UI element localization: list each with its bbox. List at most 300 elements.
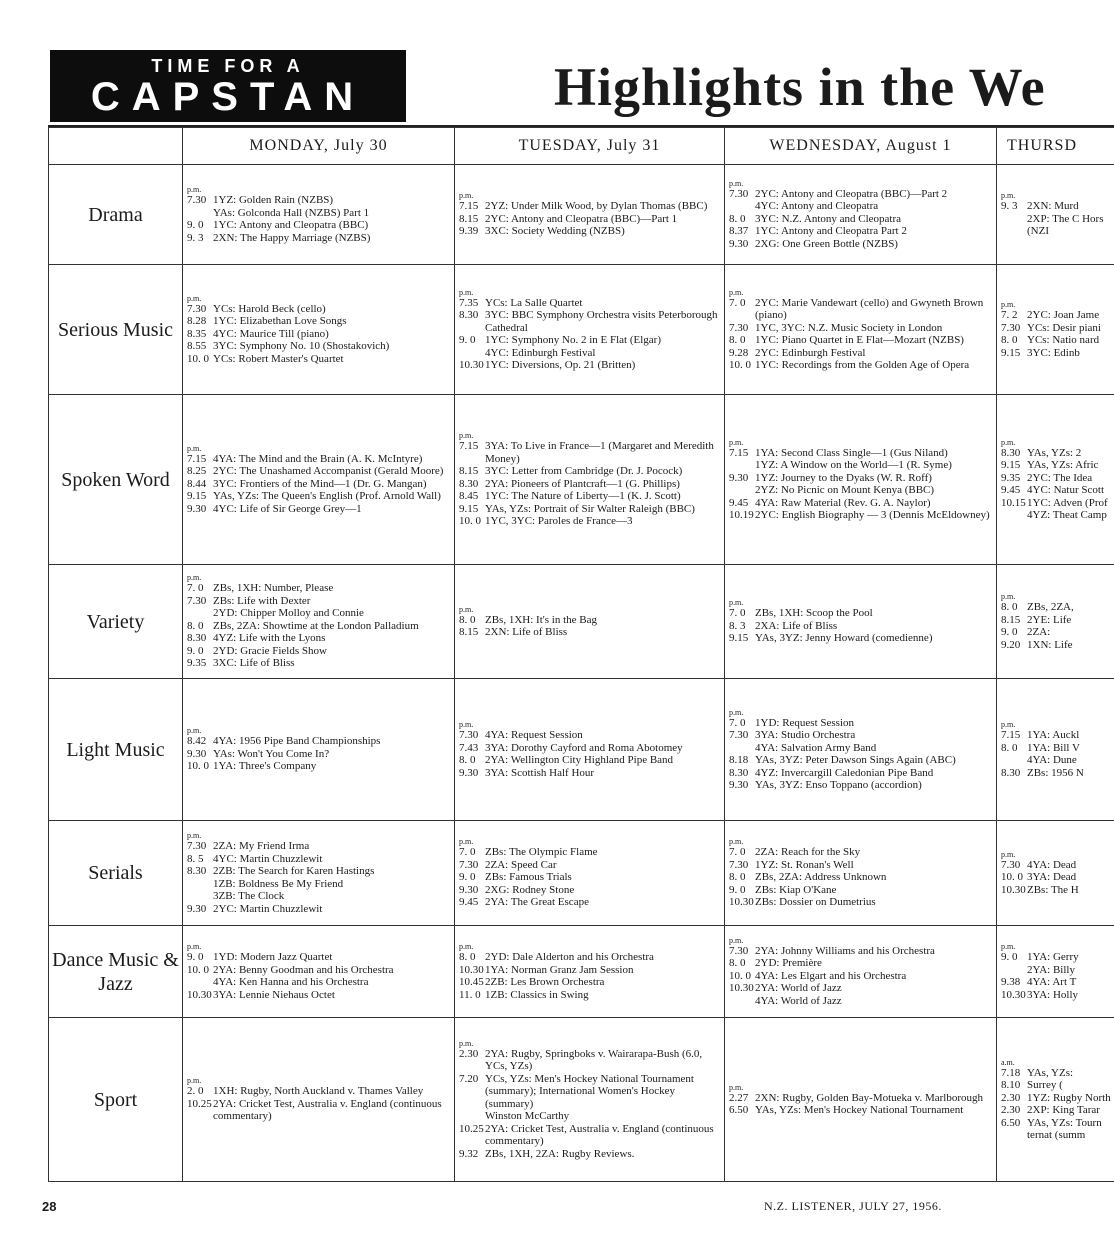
- programme-time: 9. 0: [187, 644, 204, 657]
- programme-title: 3XC: Life of Bliss: [213, 657, 295, 670]
- schedule-cell: [455, 565, 725, 679]
- programme-title: 1YC: Adven (Prof: [1027, 496, 1108, 509]
- programme-entry: [187, 303, 450, 316]
- schedule-row: [49, 265, 1114, 395]
- programme-time: 7. 2: [1001, 309, 1018, 321]
- programme-title: ZBs, 2ZA: Address Unknown: [755, 871, 887, 884]
- programme-entry: [1001, 322, 1112, 335]
- programme-time: 8.15: [459, 465, 479, 478]
- time-period-label: p.m.: [1001, 849, 1016, 859]
- programme-title: Surrey (: [1027, 1079, 1063, 1091]
- programme-title: ZBs: The Olympic Flame: [485, 846, 598, 859]
- programme-time: 7. 0: [729, 607, 746, 620]
- category-label: Spoken Word: [49, 395, 183, 565]
- programme-time: [187, 976, 213, 989]
- programme-entry: [459, 213, 720, 226]
- programme-entry: [729, 359, 992, 372]
- programme-title: ZBs, 1XH, 2ZA: Rugby Reviews.: [485, 1147, 635, 1160]
- programme-title: 4YA: Request Session: [485, 729, 583, 741]
- time-period-label: p.m.: [1001, 720, 1016, 729]
- programme-entry: [187, 478, 450, 491]
- schedule-cell: [997, 165, 1114, 265]
- programme-title: 4YC: Edinburgh Festival: [485, 346, 596, 359]
- programme-time: 9.35: [1001, 471, 1021, 484]
- page-number: 28: [42, 1199, 57, 1214]
- programme-entry: [459, 846, 720, 859]
- programme-time: 7.15: [459, 200, 479, 213]
- programme-title: 4YC: Natur Scott: [1027, 484, 1104, 496]
- programme-time: 8.15: [1001, 613, 1021, 626]
- programme-title: 3YC: Letter from Cambridge (Dr. J. Pocock): [485, 465, 683, 478]
- programme-time: 10.30: [459, 359, 484, 371]
- programme-entry: [187, 595, 450, 608]
- programme-title: 1YD: Request Session: [755, 716, 854, 729]
- category-label: Serials: [49, 821, 183, 926]
- schedule-cell: [455, 926, 725, 1018]
- programme-time: 8.42: [187, 735, 207, 748]
- programme-entry: [729, 238, 992, 251]
- programme-title: 3YA: To Live in France—1 (Margaret and Meredith Money): [485, 440, 714, 465]
- programme-entry: [729, 957, 992, 970]
- schedule-cell: [725, 565, 997, 679]
- programme-entry: [187, 853, 450, 866]
- programme-time: 7. 0: [729, 296, 746, 309]
- programme-time: 7.30: [187, 194, 207, 206]
- schedule-cell: [455, 679, 725, 821]
- programme-time: 10.19: [729, 509, 754, 521]
- programme-entry: [187, 315, 450, 328]
- programme-time: 2.30: [459, 1047, 479, 1060]
- programme-time: 8.37: [729, 225, 749, 238]
- programme-title: 2XN: Life of Bliss: [485, 626, 568, 638]
- time-period-label: p.m.: [187, 443, 202, 453]
- programme-title: 1YZ: Journey to the Dyaks (W. R. Roff): [755, 471, 932, 484]
- programme-entry: [729, 754, 992, 767]
- programme-time: 9. 0: [459, 871, 476, 884]
- schedule-cell: [725, 1018, 997, 1182]
- programme-entry: [1001, 200, 1112, 213]
- programme-entry: [1001, 497, 1112, 510]
- schedule-cell: [997, 821, 1114, 926]
- programme-title: 2YA: World of Jazz: [755, 982, 842, 995]
- programme-entry: [1001, 989, 1112, 1002]
- programme-title: 2YA: The Great Escape: [485, 896, 589, 909]
- programme-title: ZBs, 2ZA: Showtime at the London Palladium: [213, 619, 419, 632]
- programme-entry: [459, 297, 720, 310]
- time-period-label: p.m.: [187, 1076, 202, 1086]
- programme-entry: [459, 767, 720, 780]
- programme-entry: [729, 779, 992, 792]
- programme-title: YAs, YZs: 2: [1027, 446, 1082, 459]
- programme-title: 3YA: Studio Orchestra: [755, 729, 856, 741]
- programme-entry: [729, 297, 992, 322]
- programme-time: 9.15: [1001, 346, 1021, 359]
- programme-entry: [729, 200, 992, 213]
- programme-time: 8.10: [1001, 1079, 1021, 1091]
- programme-time: 8.55: [187, 340, 207, 353]
- programme-entry: [187, 964, 450, 977]
- programme-title: 2YA: Wellington City Highland Pipe Band: [485, 754, 674, 766]
- day-header: TUESDAY, July 31: [455, 128, 725, 165]
- programme-time: 8.45: [459, 490, 479, 503]
- day-header-row: [49, 128, 1114, 165]
- programme-entry: [729, 225, 992, 238]
- programme-time: 7.30: [729, 729, 749, 741]
- programme-time: 8. 0: [459, 951, 476, 963]
- programme-entry: [187, 840, 450, 853]
- programme-time: 8. 0: [187, 619, 204, 632]
- programme-title: 3YA: Dorothy Cayford and Roma Abotomey: [485, 741, 683, 754]
- programme-entry: [459, 626, 720, 639]
- time-period-label: p.m.: [459, 1038, 474, 1048]
- programme-time: 9.30: [729, 471, 749, 484]
- programme-time: 7.30: [187, 302, 207, 315]
- programme-title: 2YE: Life: [1027, 613, 1072, 626]
- programme-time: 9. 0: [1001, 626, 1018, 638]
- programme-title: 4YA: Art T: [1027, 976, 1077, 988]
- programme-entry: [1001, 767, 1112, 780]
- programme-time: 9.30: [187, 902, 207, 915]
- programme-entry: [729, 447, 992, 460]
- programme-entry: [1001, 742, 1112, 755]
- schedule-cell: [997, 565, 1114, 679]
- programme-title: YAs, YZs: Tourn ternat (summ: [1027, 1116, 1102, 1141]
- programme-entry: [1001, 1104, 1112, 1117]
- programme-entry: [187, 878, 450, 891]
- programme-time: 2.30: [1001, 1104, 1021, 1116]
- programme-title: 2XG: One Green Bottle (NZBS): [755, 237, 898, 250]
- programme-title: 1XN: Life: [1027, 638, 1073, 651]
- programme-title: 1YA: Second Class Single—1 (Gus Niland): [755, 446, 948, 459]
- programme-time: 7.30: [1001, 858, 1021, 871]
- schedule-body: [49, 165, 1114, 1182]
- programme-time: 8. 0: [1001, 741, 1018, 754]
- programme-title: 2YA: Rugby, Springboks v. Wairarapa-Bush (6.0, YCs, YZs): [485, 1047, 703, 1073]
- time-period-label: p.m.: [729, 598, 744, 608]
- programme-time: 9.35: [187, 657, 207, 670]
- programme-entry: [187, 1085, 450, 1098]
- programme-time: 10.25: [459, 1122, 484, 1135]
- capstan-advertisement: [50, 50, 406, 122]
- schedule-row: [49, 395, 1114, 565]
- programme-title: 2YD: Première: [755, 957, 822, 970]
- programme-title: 3YC: Symphony No. 10 (Shostakovich): [213, 340, 390, 353]
- programme-entry: [187, 453, 450, 466]
- programme-title: ZBs, 1XH: It's in the Bag: [485, 613, 597, 626]
- time-period-label: p.m.: [459, 431, 474, 441]
- schedule-cell: [183, 165, 455, 265]
- programme-entry: [187, 735, 450, 748]
- day-header: MONDAY, July 30: [183, 128, 455, 165]
- programme-title: 2YC: The Idea: [1027, 471, 1093, 484]
- schedule-cell: [183, 821, 455, 926]
- schedule-cell: [997, 926, 1114, 1018]
- programme-time: 8. 0: [729, 334, 746, 346]
- programme-time: 9. 0: [187, 951, 204, 963]
- programme-title: 2ZB: The Search for Karen Hastings: [213, 865, 375, 877]
- programme-title: 2YA: Benny Goodman and his Orchestra: [213, 963, 394, 976]
- programme-time: 9. 0: [187, 219, 204, 231]
- programme-time: 7.15: [187, 452, 207, 465]
- programme-title: 2XP: The C Hors (NZI: [1027, 212, 1104, 238]
- programme-title: 1YZ: Rugby North: [1027, 1091, 1111, 1104]
- programme-time: 10. 0: [729, 969, 751, 982]
- programme-time: [1001, 213, 1027, 238]
- programme-title: 4YC: Maurice Till (piano): [213, 327, 329, 340]
- programme-title: 4YZ: Theat Camp: [1027, 509, 1107, 521]
- programme-entry: [1001, 614, 1112, 627]
- programme-title: 4YA: 1956 Pipe Band Championships: [213, 735, 381, 748]
- programme-title: 1YC: Diversions, Op. 21 (Britten): [485, 359, 636, 371]
- programme-time: 8.30: [187, 632, 207, 645]
- programme-time: 7.30: [729, 321, 749, 334]
- programme-entry: [187, 865, 450, 878]
- programme-time: 9.39: [459, 225, 479, 238]
- schedule-cell: [997, 1018, 1114, 1182]
- programme-entry: [459, 871, 720, 884]
- programme-entry: [187, 989, 450, 1002]
- programme-title: 2XG: Rodney Stone: [485, 883, 575, 896]
- programme-title: YCs: Natio nard: [1027, 334, 1100, 346]
- programme-entry: [459, 951, 720, 964]
- time-period-label: a.m.: [1001, 1057, 1015, 1067]
- programme-time: 7.30: [729, 187, 749, 200]
- schedule-row: [49, 679, 1114, 821]
- category-label: Sport: [49, 1018, 183, 1182]
- programme-time: 9.30: [187, 502, 207, 515]
- programme-entry: [187, 340, 450, 353]
- programme-title: 2XN: Rugby, Golden Bay-Motueka v. Marlborough: [755, 1091, 984, 1104]
- programme-title: ZBs: Kiap O'Kane: [755, 883, 837, 896]
- programme-time: 9.45: [1001, 484, 1021, 496]
- programme-title: ZBs, 1XH: Scoop the Pool: [755, 607, 873, 620]
- programme-time: [729, 995, 755, 1008]
- programme-title: 1YC: Recordings from the Golden Age of Opera: [755, 359, 970, 371]
- programme-entry: [187, 353, 450, 366]
- programme-title: 2ZA: My Friend Irma: [213, 840, 310, 852]
- programme-entry: [1001, 309, 1112, 322]
- programme-entry: [1001, 976, 1112, 989]
- programme-title: YAs: Won't You Come In?: [213, 747, 330, 760]
- programme-title: 1YC, 3YC: Paroles de France—3: [485, 515, 633, 528]
- programme-title: 1YZ: Golden Rain (NZBS): [213, 194, 334, 206]
- time-period-label: p.m.: [729, 707, 744, 717]
- programme-time: 7. 0: [187, 582, 204, 595]
- programme-entry: [1001, 347, 1112, 360]
- programme-title: 1YC: Symphony No. 2 in E Flat (Elgar): [485, 334, 661, 346]
- programme-time: 8.30: [1001, 766, 1021, 779]
- programme-time: 10.30: [1001, 988, 1026, 1001]
- schedule-cell: [455, 265, 725, 395]
- programme-time: 7.30: [187, 840, 207, 852]
- programme-time: [729, 459, 755, 472]
- programme-title: 4YA: Dead: [1027, 858, 1077, 871]
- programme-time: 9.32: [459, 1147, 479, 1160]
- programme-title: 1YA: Auckl: [1027, 729, 1080, 741]
- time-period-label: p.m.: [1001, 191, 1016, 201]
- time-period-label: p.m.: [187, 573, 202, 583]
- programme-time: 7. 0: [729, 846, 746, 859]
- programme-title: 4YC: Antony and Cleopatra: [755, 200, 879, 213]
- time-period-label: p.m.: [729, 1082, 744, 1092]
- programme-time: 8.30: [729, 766, 749, 779]
- category-label: Variety: [49, 565, 183, 679]
- programme-time: [187, 878, 213, 891]
- programme-title: 2ZB: Les Brown Orchestra: [485, 976, 605, 988]
- programme-entry: [729, 188, 992, 201]
- schedule-cell: [455, 821, 725, 926]
- programme-time: 6.50: [1001, 1116, 1021, 1129]
- programme-entry: [187, 607, 450, 620]
- programme-entry: [729, 497, 992, 510]
- programme-entry: [459, 729, 720, 742]
- programme-entry: [729, 846, 992, 859]
- schedule-cell: [183, 265, 455, 395]
- schedule-cell: [183, 926, 455, 1018]
- programme-entry: [187, 890, 450, 903]
- programme-entry: [187, 1098, 450, 1123]
- programme-time: 10.25: [187, 1097, 212, 1110]
- programme-entry: [1001, 213, 1112, 238]
- programme-title: 2YA: Billy: [1027, 963, 1075, 976]
- time-period-label: p.m.: [729, 437, 744, 447]
- programme-time: 8.15: [459, 626, 479, 638]
- programme-entry: [729, 632, 992, 645]
- time-period-label: p.m.: [1001, 437, 1016, 447]
- programme-entry: [187, 582, 450, 595]
- programme-entry: [459, 1123, 720, 1148]
- programme-time: 8.44: [187, 477, 207, 490]
- programme-title: 1YD: Modern Jazz Quartet: [213, 951, 333, 963]
- programme-title: 2YC: Marie Vandewart (cello) and Gwyneth Brown (piano): [755, 296, 984, 321]
- programme-entry: [1001, 1117, 1112, 1142]
- programme-title: 1YA: Norman Granz Jam Session: [485, 963, 634, 976]
- programme-time: [729, 742, 755, 755]
- programme-entry: [729, 767, 992, 780]
- programme-entry: [459, 1073, 720, 1111]
- programme-entry: [187, 207, 450, 220]
- programme-title: ZBs: Life with Dexter: [213, 594, 311, 607]
- time-period-label: p.m.: [729, 287, 744, 297]
- programme-entry: [459, 334, 720, 347]
- programme-title: 1YA: Gerry: [1027, 951, 1079, 963]
- programme-entry: [729, 1104, 992, 1117]
- programme-entry: [459, 359, 720, 372]
- schedule-row: [49, 926, 1114, 1018]
- programme-title: YCs: La Salle Quartet: [485, 296, 583, 309]
- time-period-label: p.m.: [187, 942, 202, 951]
- programme-time: 9.30: [729, 237, 749, 250]
- programme-entry: [1001, 1092, 1112, 1105]
- programme-time: 2. 0: [187, 1085, 204, 1098]
- time-period-label: p.m.: [187, 185, 202, 194]
- programme-title: 2YC: Edinburgh Festival: [755, 346, 866, 359]
- programme-time: 9.15: [459, 502, 479, 515]
- programme-time: 7.15: [1001, 729, 1021, 741]
- programme-entry: [459, 1048, 720, 1073]
- programme-title: 4YC: Life of Sir George Grey—1: [213, 502, 362, 515]
- programme-title: 2YA: Cricket Test, Australia v. England (continuous commentary): [485, 1122, 714, 1148]
- programme-time: 10. 0: [729, 359, 751, 371]
- programme-title: 2ZA: Speed Car: [485, 858, 557, 871]
- programme-entry: [729, 982, 992, 995]
- programme-title: YAs, YZs: The Queen's English (Prof. Arnold Wall): [213, 490, 441, 503]
- programme-title: 3YA: Holly: [1027, 988, 1079, 1001]
- programme-title: YAs, 3YZ: Jenny Howard (comedienne): [755, 632, 933, 645]
- programme-time: 8. 0: [459, 754, 476, 766]
- programme-title: 4YC: Martin Chuzzlewit: [213, 852, 323, 865]
- programme-entry: [459, 964, 720, 977]
- programme-entry: [459, 976, 720, 989]
- time-period-label: p.m.: [187, 831, 202, 840]
- programme-entry: [1001, 729, 1112, 742]
- programme-title: 2YA: Cricket Test, Australia v. England (continuous commentary): [213, 1097, 442, 1123]
- ad-line-2: CAPSTAN: [90, 75, 366, 119]
- programme-title: 2YC: English Biography — 3 (Dennis McEldowney): [755, 509, 990, 521]
- ad-line-1: TIME FOR A: [151, 56, 305, 76]
- programme-entry: [459, 1110, 720, 1123]
- programme-entry: [459, 989, 720, 1002]
- programme-entry: [187, 645, 450, 658]
- programme-time: 7.30: [729, 944, 749, 957]
- programme-entry: [1001, 1079, 1112, 1092]
- programme-entry: [459, 225, 720, 238]
- programme-time: [187, 207, 213, 220]
- programme-title: 4YA: Salvation Army Band: [755, 741, 877, 754]
- programme-title: 2ZA: Reach for the Sky: [755, 846, 861, 859]
- programme-title: 2ZA:: [1027, 626, 1051, 638]
- programme-title: 4YA: The Mind and the Brain (A. K. McIntyre): [213, 452, 423, 465]
- programme-time: [729, 200, 755, 213]
- programme-entry: [459, 1148, 720, 1161]
- programme-title: 2YD: Chipper Molloy and Connie: [213, 607, 364, 620]
- time-period-label: p.m.: [459, 191, 474, 201]
- programme-entry: [1001, 951, 1112, 964]
- programme-time: 8. 0: [729, 212, 746, 225]
- schedule-row: [49, 821, 1114, 926]
- programme-time: 9.28: [729, 346, 749, 359]
- programme-time: 7.30: [1001, 321, 1021, 334]
- publication-line: N.Z. LISTENER, JULY 27, 1956.: [764, 1199, 942, 1213]
- time-period-label: p.m.: [459, 604, 474, 614]
- programme-time: 2.27: [729, 1091, 749, 1104]
- day-header: WEDNESDAY, August 1: [725, 128, 997, 165]
- programme-title: 1YZ: St. Ronan's Well: [755, 858, 854, 871]
- programme-title: YAs, YZs:: [1027, 1066, 1074, 1079]
- programme-entry: [729, 995, 992, 1008]
- category-label: Serious Music: [49, 265, 183, 395]
- programme-time: 9.30: [459, 766, 479, 779]
- programme-time: 7.35: [459, 296, 479, 309]
- programme-title: ZBs: 1956 N: [1027, 766, 1084, 779]
- time-period-label: p.m.: [187, 726, 202, 736]
- programme-time: [1001, 509, 1027, 522]
- programme-time: 10.30: [1001, 883, 1026, 896]
- programme-entry: [729, 970, 992, 983]
- programme-time: 9. 0: [459, 334, 476, 346]
- schedule-cell: [997, 679, 1114, 821]
- programme-title: 1ZB: Classics in Swing: [485, 988, 589, 1001]
- programme-title: 2YD: Gracie Fields Show: [213, 644, 327, 657]
- programme-time: 9. 3: [1001, 200, 1018, 213]
- programme-time: 8.18: [729, 754, 749, 766]
- time-period-label: p.m.: [729, 178, 744, 188]
- programme-time: 8. 5: [187, 852, 204, 865]
- schedule-cell: [725, 679, 997, 821]
- schedule-cell: [183, 395, 455, 565]
- programme-time: 9.38: [1001, 976, 1021, 988]
- programme-entry: [1001, 754, 1112, 767]
